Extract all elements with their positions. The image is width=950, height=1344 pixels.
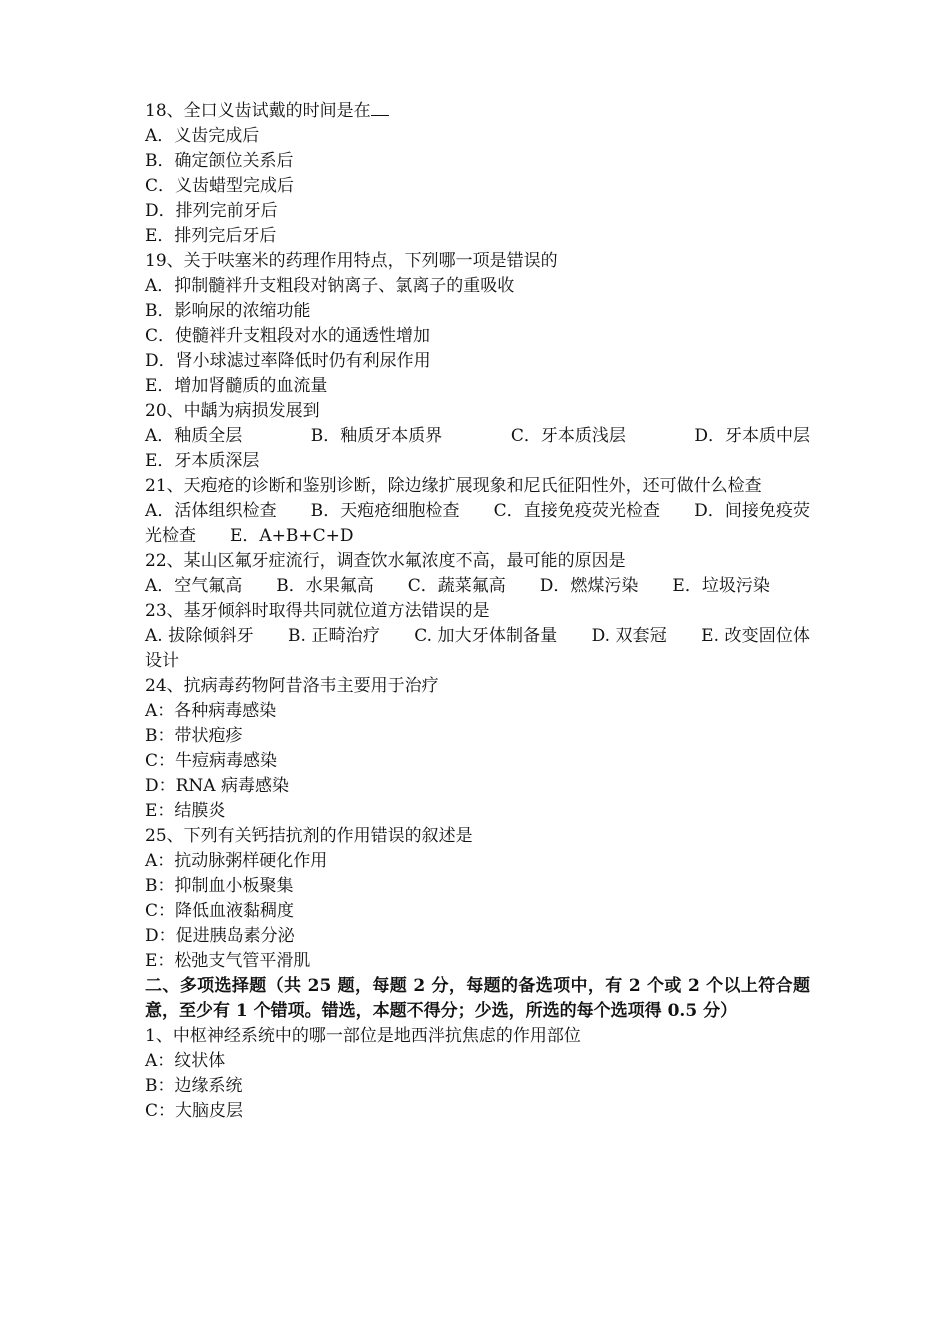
exam-page — [145, 99, 810, 1124]
question-23-stem: 23、基牙倾斜时取得共同就位道方法错误的是 — [145, 601, 490, 621]
question-20-stem: 20、中龋为病损发展到 — [145, 401, 320, 421]
question-18-stem — [145, 99, 810, 124]
question-20-options-row — [145, 424, 810, 449]
question-22-options: A．空气氟高 B．水果氟高 C．蔬菜氟高 D．燃煤污染 E．垃圾污染 — [145, 576, 770, 596]
option-e: E．牙本质深层 — [145, 451, 260, 471]
option-line: A．义齿完成后 — [145, 126, 260, 146]
answer-blank — [371, 100, 389, 116]
question-stem-text: 18、全口义齿试戴的时间是在 — [145, 101, 371, 121]
option-line: E．排列完后牙后 — [145, 226, 277, 246]
option-line: A：抗动脉粥样硬化作用 — [145, 851, 328, 871]
option-d: D．牙本质中层 — [694, 426, 810, 446]
multi-question-1-stem: 1、中枢神经系统中的哪一部位是地西泮抗焦虑的作用部位 — [145, 1026, 581, 1046]
option-line: C．使髓袢升支粗段对水的通透性增加 — [145, 326, 431, 346]
option-line: A：各种病毒感染 — [145, 701, 277, 721]
option-line: D：促进胰岛素分泌 — [145, 926, 295, 946]
option-line: B：抑制血小板聚集 — [145, 876, 294, 896]
option-line: E：结膜炎 — [145, 801, 226, 821]
section-2-heading: 二、多项选择题（共 25 题，每题 2 分，每题的备选项中，有 2 个或 2 个以上符合题意，至少有 1 个错项。错选，本题不得分；少选，所选的每个选项得 0.5 分） — [145, 976, 810, 1021]
option-line: D：RNA 病毒感染 — [145, 776, 289, 796]
option-line: A：纹状体 — [145, 1051, 226, 1071]
option-line: B：边缘系统 — [145, 1076, 243, 1096]
option-line: C：降低血液黏稠度 — [145, 901, 295, 921]
question-25-stem: 25、下列有关钙拮抗剂的作用错误的叙述是 — [145, 826, 473, 846]
option-line: C：牛痘病毒感染 — [145, 751, 278, 771]
option-line: E：松弛支气管平滑肌 — [145, 951, 311, 971]
option-line: C：大脑皮层 — [145, 1101, 244, 1121]
option-line: B：带状疱疹 — [145, 726, 243, 746]
option-line: D．肾小球滤过率降低时仍有利尿作用 — [145, 351, 431, 371]
question-22-stem: 22、某山区氟牙症流行，调查饮水氟浓度不高，最可能的原因是 — [145, 551, 626, 571]
question-23-options: A. 拔除倾斜牙 B. 正畸治疗 C. 加大牙体制备量 D. 双套冠 E. 改变固位体设计 — [145, 626, 810, 671]
option-line: B．影响尿的浓缩功能 — [145, 301, 311, 321]
option-line: A．抑制髓袢升支粗段对钠离子、氯离子的重吸收 — [145, 276, 515, 296]
option-line: E．增加肾髓质的血流量 — [145, 376, 328, 396]
question-21-options: A．活体组织检查 B．天疱疮细胞检查 C．直接免疫荧光检查 D．间接免疫荧光检查 E．A+B+C+D — [145, 501, 810, 546]
option-a: A．釉质全层 — [145, 426, 243, 446]
question-19-stem: 19、关于呋塞米的药理作用特点，下列哪一项是错误的 — [145, 251, 558, 271]
option-c: C．牙本质浅层 — [510, 426, 626, 446]
option-line: B．确定颌位关系后 — [145, 151, 294, 171]
option-b: B．釉质牙本质界 — [310, 426, 443, 446]
option-line: D．排列完前牙后 — [145, 201, 278, 221]
question-21-stem: 21、天疱疮的诊断和鉴别诊断，除边缘扩展现象和尼氏征阳性外，还可做什么检查 — [145, 476, 762, 496]
question-24-stem: 24、抗病毒药物阿昔洛韦主要用于治疗 — [145, 676, 439, 696]
option-line: C．义齿蜡型完成后 — [145, 176, 295, 196]
